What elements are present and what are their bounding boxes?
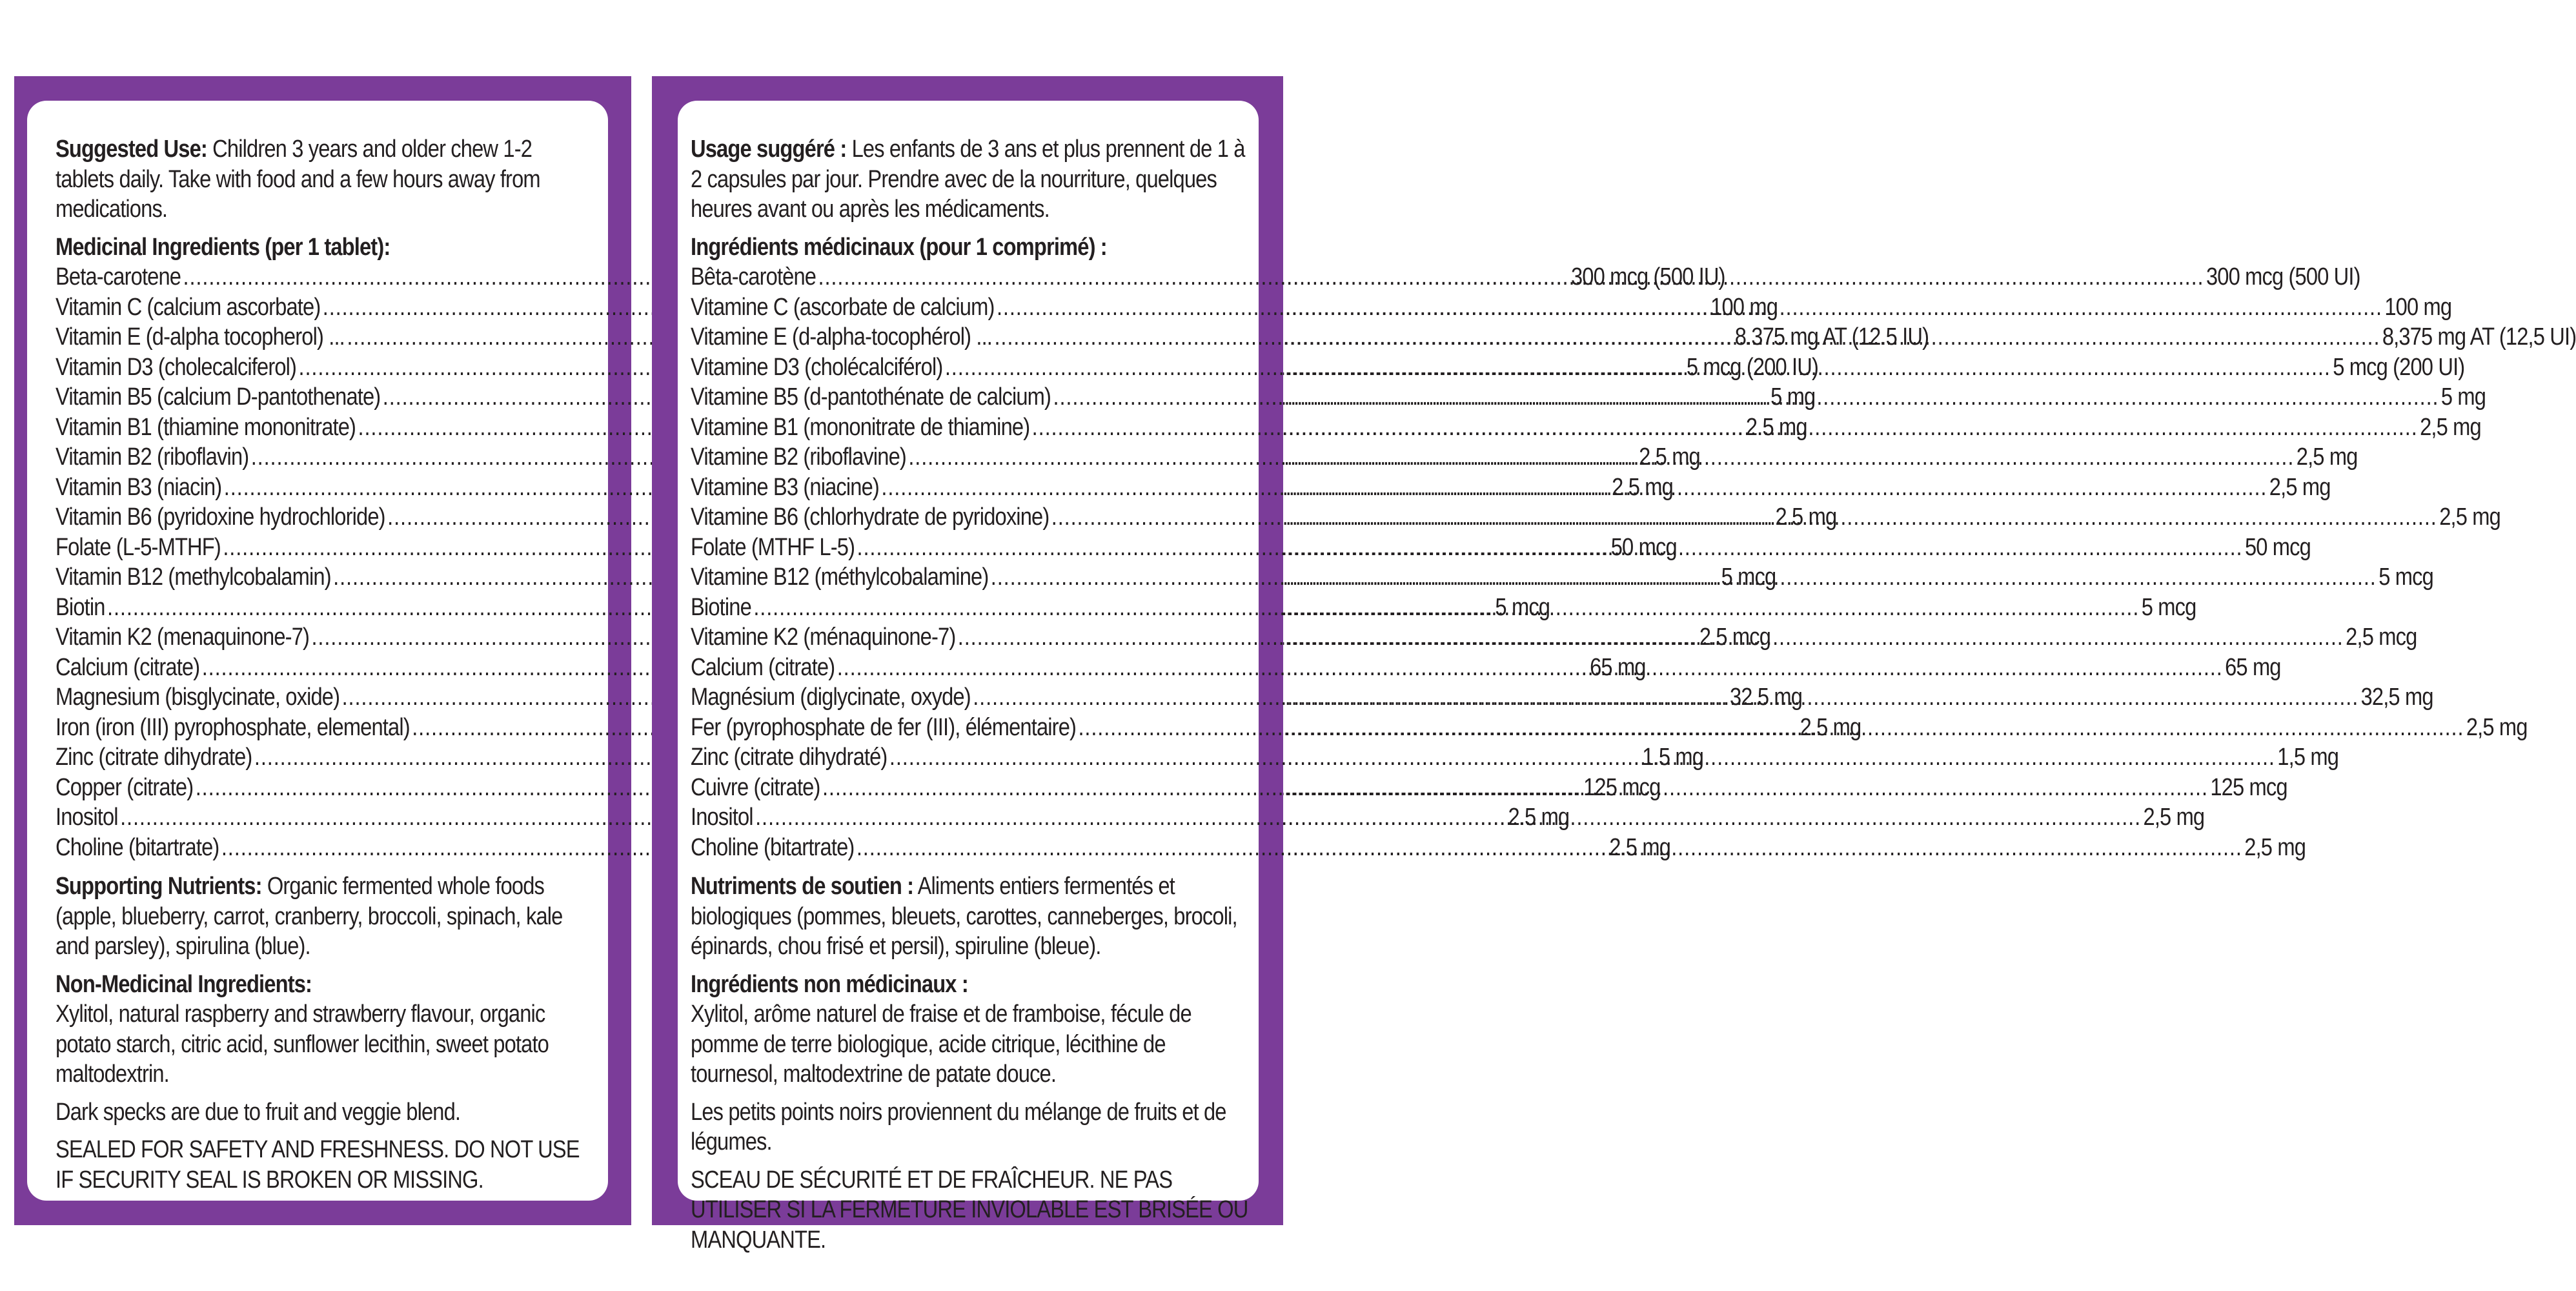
ingredient-row [691,682,2433,713]
ingredient-amount: 2.5 mcg [1699,624,1771,651]
ingredient-name: Biotin [56,593,105,621]
sceau-avertissement: SCEAU DE SÉCURITÉ ET DE FRAÎCHEUR. NE PAS UTILISER SI LA FERMETURE INVIOLABLE EST BRISÉE OU MANQUANTE. [691,1166,1248,1254]
ingredient-amount: 2,5 mg [2143,804,2205,831]
ingredient-amount: 8.375 mg AT (12.5 IU) [1734,323,1929,351]
ingredient-name: Magnesium (bisglycinate, oxide) [56,684,340,711]
dot-leader [753,593,2139,623]
ingredient-amount: 1.5 mg [1642,744,1704,771]
dot-leader [991,562,2377,593]
ingredient-name: Choline (bitartrate) [56,833,219,861]
usage-suggere-text: Les enfants de 3 ans et plus prennent de 1 à 2 capsules par jour. Prendre avec de la nourriture, quelques heures avant ou après les médicaments. [691,136,1245,223]
dot-leader [973,682,2358,713]
ingredient-row [691,833,2306,863]
ingredient-row [691,412,2481,443]
seal-warning: SEALED FOR SAFETY AND FRESHNESS. DO NOT USE IF SECURITY SEAL IS BROKEN OR MISSING. [56,1136,580,1194]
ingredient-name: Biotine [691,593,751,621]
dot-leader [881,473,2267,503]
ingredient-name: Vitamin D3 (cholecalciferol) [56,353,297,381]
ingredient-amount: 5 mcg (200 IU) [1686,353,1818,381]
ingredient-row [691,773,2287,803]
supporting-nutrients-text: Organic fermented whole foods (apple, blueberry, carrot, cranberry, broccoli, spinach, kale and parsley), spirulina (blue). [56,873,563,960]
ingredient-amount: 5 mcg [1721,564,1776,591]
ingredient-amount: 65 mg [2225,653,2281,681]
ingredient-name: Vitamin B12 (methylcobalamin) [56,564,331,591]
ingredient-amount: 2,5 mg [2466,713,2528,741]
ingredient-amount: 8,375 mg AT (12,5 UI) [2382,323,2576,351]
ingredient-name: Vitamin B6 (pyridoxine hydrochloride) [56,503,385,531]
ingredient-name: Vitamin B1 (thiamine mononitrate) [56,413,356,441]
ingredient-name: Fer (pyrophosphate de fer (III), élémentaire) [691,713,1077,741]
ingredient-name: Calcium (citrate) [56,653,200,681]
ingredient-amount: 5 mcg [2141,593,2196,621]
ingredient-name: Vitamine D3 (cholécalciférol) [691,353,943,381]
ingredient-amount: 5 mg [1770,383,1816,411]
ingredient-name: Beta-carotene [56,263,181,290]
ingredient-amount: 50 mcg [1610,533,1677,561]
ingredient-amount: 5 mcg [1495,593,1550,621]
ingredient-name: Vitamine B5 (d-pantothénate de calcium) [691,383,1051,411]
ingredient-amount: 125 mcg [2210,773,2287,801]
dot-leader [958,622,2344,653]
ingredient-name: Inositol [56,804,118,831]
ingredient-name: Vitamine E (d-alpha-tocophérol) ... [691,323,993,351]
ingredient-name: Magnésium (diglycinate, oxyde) [691,684,971,711]
dot-leader [994,322,2380,352]
dot-leader [1032,412,2418,443]
ingredient-amount: 1,5 mg [2277,744,2339,771]
ingredient-row [691,653,2281,683]
ingredient-row [691,562,2433,593]
nutriments-de-soutien-text: Aliments entiers fermentés et biologiques (pommes, bleuets, carottes, canneberges, brocoli, épinards, chou frisé et persil), spiruline (bleue). [691,873,1237,960]
ingredient-amount: 2.5 mg [1508,804,1570,831]
ingredient-amount: 100 mg [1710,293,1778,321]
dot-leader [945,352,2331,383]
ingredient-amount: 2.5 mg [1775,503,1837,531]
ingredient-row [691,742,2339,773]
dot-leader [822,773,2208,803]
specks-note: Dark specks are due to fruit and veggie blend. [56,1098,461,1126]
ingredient-row [691,533,2311,563]
ingredient-name: Vitamine K2 (ménaquinone-7) [691,624,956,651]
ingredient-row [56,653,1646,683]
ingredient-amount: 50 mcg [2244,533,2311,561]
ingredient-amount: 2,5 mg [2244,833,2306,861]
dot-leader [1051,502,2437,533]
ingredient-name: Vitamine B6 (chlorhydrate de pyridoxine) [691,503,1050,531]
ingredient-amount: 300 mcg (500 UI) [2206,263,2360,290]
usage-suggere-label: Usage suggéré : [691,136,847,163]
ingredient-name: Vitamine B3 (niacine) [691,473,879,501]
ingredient-amount: 32,5 mg [2360,684,2433,711]
ingredients-non-medicinaux-heading: Ingrédients non médicinaux : [691,970,968,998]
ingredient-name: Folate (MTHF L-5) [691,533,855,561]
ingredient-name: Zinc (citrate dihydraté) [691,744,887,771]
ingredient-row [691,593,2196,623]
ingredient-name: Vitamin B2 (riboflavin) [56,443,249,471]
dot-leader [889,742,2275,773]
dot-leader [818,262,2204,292]
ingredient-name: Vitamine B2 (riboflavine) [691,443,906,471]
ingredient-name: Vitamine C (ascorbate de calcium) [691,293,995,321]
ingredient-amount: 2.5 mg [1639,443,1700,471]
suggested-use-text: Children 3 years and older chew 1-2 tablets daily. Take with food and a few hours away from medications. [56,136,540,223]
ingredient-amount: 2,5 mg [2439,503,2500,531]
dot-leader [837,653,2223,683]
ingredient-name: Vitamine B12 (méthylcobalamine) [691,564,989,591]
ingredient-name: Vitamin E (d-alpha tocopherol) ... [56,323,345,351]
ingredient-amount: 125 mcg [1583,773,1661,801]
suggested-use-label: Suggested Use: [56,136,207,163]
dot-leader [857,533,2243,563]
ingredient-amount: 2.5 mg [1745,413,1807,441]
dot-leader [1078,713,2464,743]
supporting-nutrients-label: Supporting Nutrients: [56,873,262,900]
ingredient-amount: 2,5 mg [2269,473,2331,501]
dot-leader [857,833,2242,863]
ingredient-amount: 100 mg [2384,293,2452,321]
usage-suggere [691,134,1248,225]
ingredient-row [56,802,1570,833]
ingredients-medicinaux-heading: Ingrédients médicinaux (pour 1 comprimé) : [691,233,1107,261]
nutriments-de-soutien [691,871,1248,962]
nutriments-de-soutien-label: Nutriments de soutien : [691,873,914,900]
ingredient-amount: 2.5 mg [1800,713,1861,741]
dot-leader [908,442,2294,473]
petits-points-note: Les petits points noirs proviennent du mélange de fruits et de légumes. [691,1098,1226,1155]
ingredient-name: Vitamin C (calcium ascorbate) [56,293,321,321]
ingredient-row [691,292,2452,323]
ingredient-name: Copper (citrate) [56,773,194,801]
ingredient-name: Iron (iron (III) pyrophosphate, elemental) [56,713,410,741]
ingredient-name: Zinc (citrate dihydrate) [56,744,252,771]
ingredient-amount: 65 mg [1590,653,1646,681]
ingredient-name: Vitamine B1 (mononitrate de thiamine) [691,413,1030,441]
dot-leader [997,292,2382,323]
ingredient-row [691,442,2358,473]
ingredient-name: Inositol [691,804,753,831]
ingredient-amount: 32.5 mg [1729,684,1803,711]
ingredient-name: Vitamin B5 (calcium D-pantothenate) [56,383,381,411]
non-medicinal-text: Xylitol, natural raspberry and strawberry flavour, organic potato starch, citric acid, sunflower lecithin, sweet potato maltodextrin. [56,1001,549,1088]
non-medicinal-heading: Non-Medicinal Ingredients: [56,970,312,998]
ingredient-amount: 2,5 mcg [2346,624,2417,651]
ingredient-row [691,713,2528,743]
ingredient-name: Choline (bitartrate) [691,833,855,861]
ingredient-amount: 2.5 mg [1609,833,1671,861]
ingredient-name: Bêta-carotène [691,263,816,290]
ingredient-name: Vitamin K2 (menaquinone-7) [56,624,310,651]
ingredient-name: Folate (L-5-MTHF) [56,533,221,561]
ingredient-name: Vitamin B3 (niacin) [56,473,222,501]
suggested-use [56,134,589,225]
ingredient-amount: 2,5 mg [2420,413,2481,441]
ingredient-row [56,833,1671,863]
ingredient-row [691,502,2500,533]
ingredient-name: Calcium (citrate) [691,653,835,681]
ingredient-amount: 5 mg [2440,383,2486,411]
ingredient-amount: 300 mcg (500 IU) [1570,263,1725,290]
ingredient-amount: 5 mcg (200 UI) [2333,353,2465,381]
dot-leader [1053,382,2439,412]
dot-leader [755,802,2141,833]
medicinal-ingredients-heading: Medicinal Ingredients (per 1 tablet): [56,233,390,261]
ingredients-non-medicinaux-text: Xylitol, arôme naturel de fraise et de framboise, fécule de pomme de terre biologique, acide citrique, lécithine de tournesol, maltodextrine de patate douce. [691,1001,1192,1088]
ingredient-row [691,473,2331,503]
ingredient-name: Cuivre (citrate) [691,773,820,801]
ingredient-amount: 2,5 mg [2296,443,2358,471]
ingredient-amount: 5 mcg [2378,564,2433,591]
ingredient-row [691,802,2205,833]
ingredient-row [691,622,2417,653]
ingredient-row [691,382,2486,412]
supporting-nutrients [56,871,589,962]
ingredient-amount: 2.5 mg [1612,473,1673,501]
